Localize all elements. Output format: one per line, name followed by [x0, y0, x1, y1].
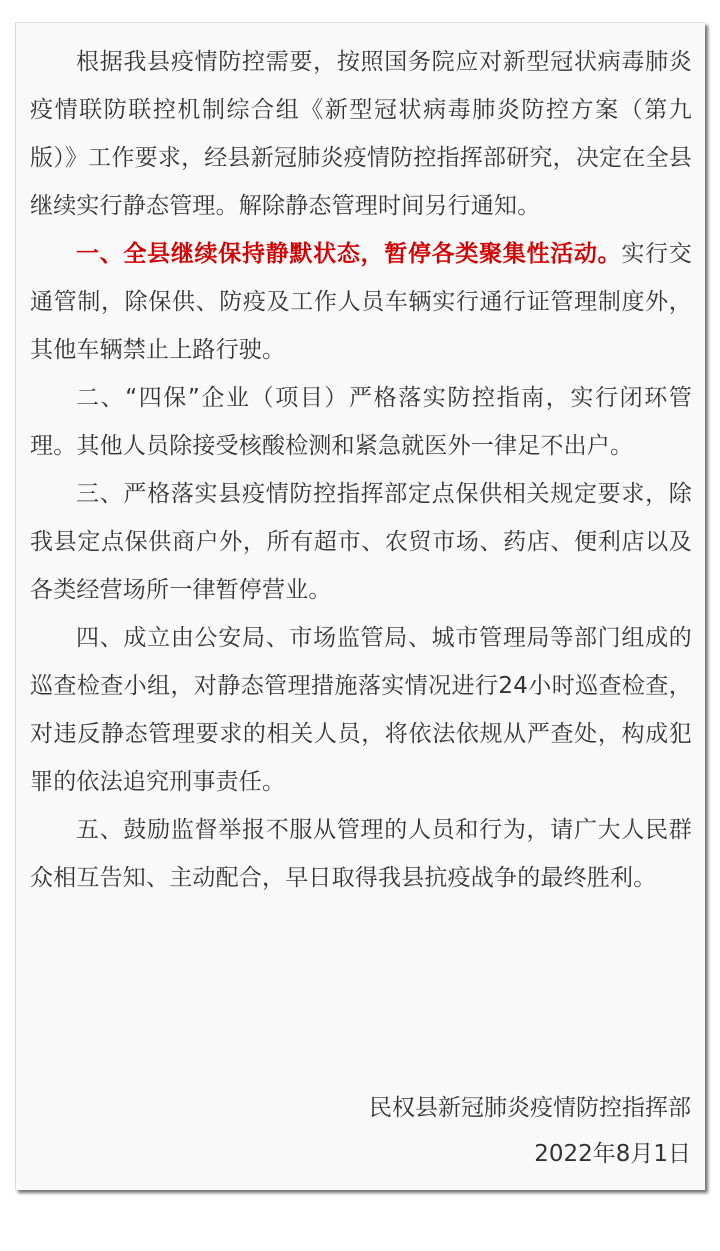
paragraph-item-3: 三、严格落实县疫情防控指挥部定点保供相关规定要求，除我县定点保供商户外，所有超市、农贸市场、药店、便利店以及各类经营场所一律暂停营业。	[30, 481, 692, 603]
paragraph-item-5: 五、鼓励监督举报不服从管理的人员和行为，请广大人民群众相互告知、主动配合，早日取得我县抗疫战争的最终胜利。	[30, 817, 692, 891]
paragraph-item-4: 四、成立由公安局、市场监管局、城市管理局等部门组成的巡查检查小组，对静态管理措施落实情况进行24小时巡查检查，对违反静态管理要求的相关人员，将依法依规从严查处，构成犯罪的依法追究刑事责任。	[30, 625, 692, 795]
highlighted-heading: 一、全县继续保持静默状态，暂停各类聚集性活动。	[76, 241, 622, 267]
notice-body	[30, 38, 692, 902]
paragraph-item-2: 二、“四保”企业（项目）严格落实防控指南，实行闭环管理。其他人员除接受核酸检测和紧急就医外一律足不出户。	[30, 385, 692, 459]
paragraph-intro: 根据我县疫情防控需要，按照国务院应对新型冠状病毒肺炎疫情联防联控机制综合组《新型冠状病毒肺炎防控方案（第九版）》工作要求，经县新冠肺炎疫情防控指挥部研究，决定在全县继续实行静态管理。解除静态管理时间另行通知。	[30, 49, 692, 219]
notice-card	[15, 22, 705, 1190]
signature-block	[369, 1085, 691, 1177]
paragraph-item-1-text: 实行交通管制，除保供、防疫及工作人员车辆实行通行证管理制度外，其他车辆禁止上路行驶。	[30, 241, 692, 363]
paragraph-item-1	[30, 230, 692, 374]
issue-date: 2022年8月1日	[534, 1141, 691, 1167]
issuer-name: 民权县新冠肺炎疫情防控指挥部	[369, 1095, 691, 1121]
